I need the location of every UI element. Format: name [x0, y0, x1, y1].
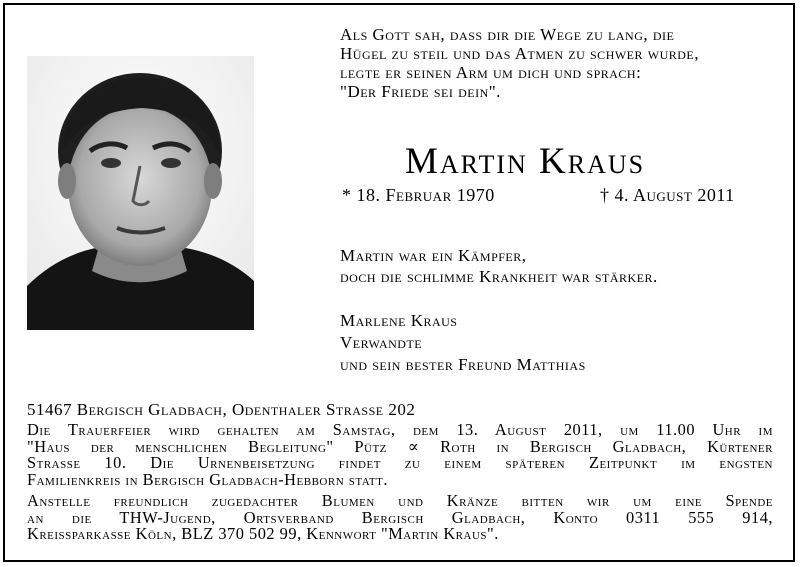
- poem-line: Als Gott sah, dass dir die Wege zu lang, die: [340, 25, 675, 44]
- verse-line: Martin war ein Kämpfer,: [340, 246, 527, 265]
- portrait-photo: [27, 56, 254, 330]
- verse: [340, 245, 658, 287]
- funeral-line: Die Trauerfeier wird gehalten am Samstag, dem 13. August 2011, um 11.00 Uhr im: [27, 420, 773, 439]
- funeral-line: "Haus der menschlichen Begleitung" Pütz ∝ Roth in Bergisch Gladbach, Kürtener: [27, 436, 773, 456]
- poem-line: Hügel zu steil und das Atmen zu schwer wurde,: [340, 44, 700, 63]
- donation-line: an die THW-Jugend, Ortsverband Bergisch Gladbach, Konto 0311 555 914,: [27, 507, 773, 527]
- mourner: und sein bester Freund Matthias: [340, 355, 586, 374]
- donation-line: Anstelle freundlich zugedachter Blumen und Kränze bitten wir um eine Spende: [27, 491, 773, 510]
- deceased-name: Martin Kraus: [405, 141, 646, 182]
- donation-notice: [27, 493, 773, 543]
- mourners-list: [340, 310, 586, 376]
- verse-line: doch die schlimme Krankheit war stärker.: [340, 267, 658, 286]
- death-date: † 4. August 2011: [600, 185, 735, 205]
- birth-date: * 18. Februar 1970: [342, 185, 495, 205]
- funeral-line: Familienkreis in Bergisch Gladbach-Hebborn statt.: [27, 469, 388, 489]
- donation-line: Kreissparkasse Köln, BLZ 370 502 99, Kennwort "Martin Kraus".: [27, 524, 499, 544]
- poem: [340, 25, 780, 101]
- mourner: Marlene Kraus: [340, 311, 458, 330]
- poem-line: "Der Friede sei dein".: [340, 82, 501, 101]
- address: 51467 Bergisch Gladbach, Odenthaler Strasse 202: [27, 400, 416, 419]
- funeral-notice: [27, 422, 773, 488]
- mourner: Verwandte: [340, 333, 423, 352]
- funeral-line: Strasse 10. Die Urnenbeisetzung findet zu einem späteren Zeitpunkt im engsten: [27, 453, 773, 473]
- poem-line: legte er seinen Arm um dich und sprach:: [340, 63, 642, 82]
- portrait-illustration: [27, 56, 254, 330]
